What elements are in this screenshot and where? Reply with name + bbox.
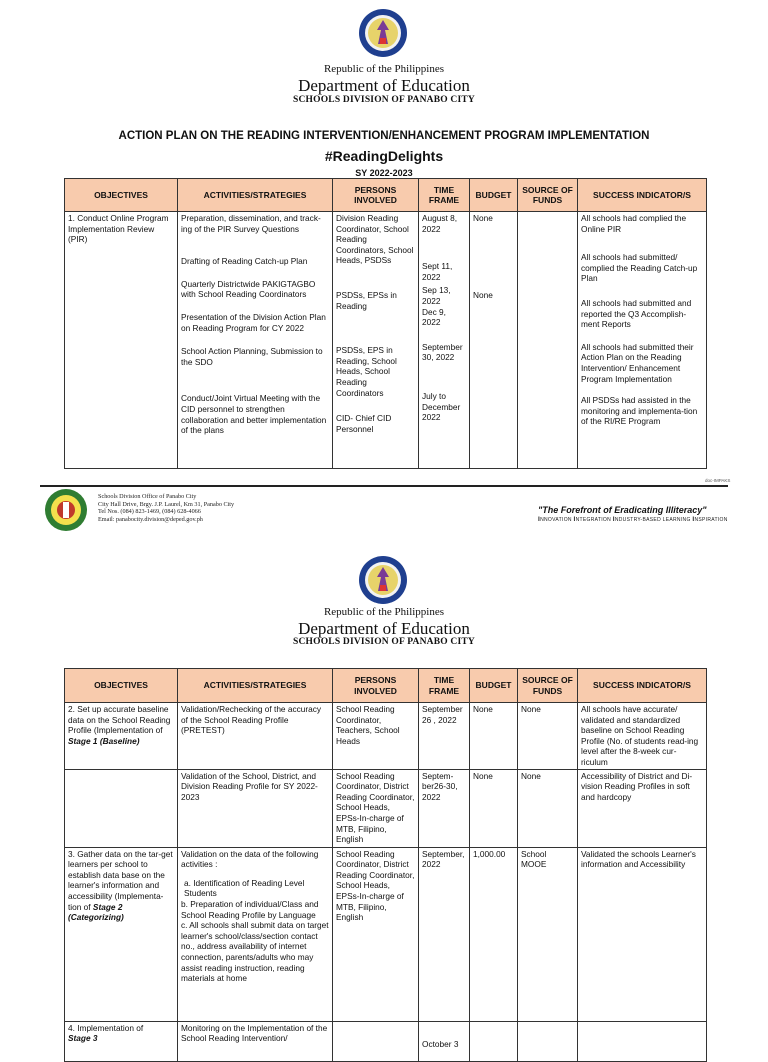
activity-cell: Validation of the School, District, and Division Reading Profile for SY 2022-2023 <box>178 769 333 847</box>
objective-text: 2. Set up accurate baseline data on the School Reading Profile (Implementation of <box>68 704 171 736</box>
col-indicators: SUCCESS INDICATOR/S <box>578 669 707 703</box>
objective-cell <box>65 1021 178 1061</box>
deped-seal-icon <box>358 8 408 58</box>
activity-item: a. Identification of Reading Level Students <box>184 877 305 899</box>
time-item: October 3 <box>422 1038 459 1049</box>
footer-email: Email: panabocity.division@deped.gov.ph <box>98 515 203 523</box>
budget-item: None <box>473 213 493 223</box>
col-time: TIME FRAME <box>419 669 470 703</box>
footer-street: City Hall Drive, Brgy. J.P. Laurel, Km 31, Panabo City <box>98 500 235 508</box>
time-cell <box>419 212 470 469</box>
activity-item: Drafting of Reading Catch-up Plan <box>181 256 308 267</box>
source-cell: None <box>518 769 578 847</box>
time-item: Dec 9, 2022 <box>422 306 446 328</box>
col-persons: PERSONS INVOLVED <box>333 669 419 703</box>
time-item: Sept 11, 2022 <box>422 261 453 282</box>
pillar-text: NSPIRATION <box>694 517 728 523</box>
budget-cell: None <box>470 769 518 847</box>
source-cell <box>518 1021 578 1061</box>
persons-item: CID- Chief CID Personnel <box>336 413 392 434</box>
school-year: SY 2022-2023 <box>355 168 413 178</box>
pillar-text: NTEGRATION <box>575 517 612 523</box>
persons-cell: School Reading Coordinator, District Reading Coordinator, School Heads, EPSs-In-charge of MTB, Filipino, English <box>333 847 419 1021</box>
sdo-panabo-logo-icon <box>44 488 88 532</box>
time-cell: Septem-ber26-30, 2022 <box>419 769 470 847</box>
source-cell <box>518 212 578 469</box>
deped-seal-icon <box>358 555 408 605</box>
activity-item: b. Preparation of individual/Class and School Reading Profile by Language <box>181 898 319 920</box>
objective-cell <box>65 847 178 1021</box>
republic-line: Republic of the Philippines <box>323 606 445 618</box>
time-item: Sep 13, 2022 <box>422 285 451 306</box>
republic-line: Republic of the Philippines <box>323 63 445 75</box>
objective-stage: Stage 2 (Categorizing) <box>68 901 124 923</box>
objective-cell <box>65 703 178 770</box>
activity-cell: Validation/Rechecking of the accuracy of the School Reading Profile (PRETEST) <box>178 703 333 770</box>
indicator-item: All schools had submitted and reported the Q3 Accomplish-ment Reports <box>581 297 692 330</box>
time-item: July to December 2022 <box>422 390 461 423</box>
indicator-cell <box>578 1021 707 1061</box>
document-page-1 <box>0 0 768 478</box>
activities-cell <box>178 212 333 469</box>
objective-stage: Stage 3 <box>68 1033 98 1044</box>
persons-cell <box>333 1021 419 1061</box>
table-header-row <box>65 179 707 212</box>
persons-cell: School Reading Coordinator, Teachers, School Heads <box>333 703 419 770</box>
footer-office: Schools Division Office of Panabo City <box>98 493 197 500</box>
activity-item: School Action Planning, Submission to the SDO <box>181 346 323 367</box>
persons-item: PSDSs, EPS in Reading, School Heads, School Reading Coordinators <box>336 345 397 398</box>
time-item: September 30, 2022 <box>422 341 463 363</box>
plan-title: ACTION PLAN ON THE READING INTERVENTION/ENHANCEMENT PROGRAM IMPLEMENTATION <box>118 130 650 142</box>
action-plan-table-page2 <box>64 668 707 1062</box>
document-code: doc-IMPAKS <box>705 478 731 483</box>
time-cell: September, 2022 <box>419 847 470 1021</box>
indicator-item: All schools had submitted their Action Plan on the Reading Intervention/ Enhancement Program Implementation <box>581 341 694 384</box>
action-plan-table-page1 <box>64 178 707 469</box>
col-activities: ACTIVITIES/STRATEGIES <box>178 669 333 703</box>
table-row <box>65 212 707 469</box>
persons-item: Division Reading Coordinator, School Reading Coordinators, School Heads, PSDSs <box>336 213 414 266</box>
col-objectives: OBJECTIVES <box>65 669 178 703</box>
activity-cell: Monitoring on the Implementation of the School Reading Intervention/ <box>178 1021 333 1061</box>
activity-cell <box>178 847 333 1021</box>
indicator-item: All schools had complied the Online PIR <box>581 213 687 234</box>
col-activities: ACTIVITIES/STRATEGIES <box>178 179 333 212</box>
col-persons: PERSONS INVOLVED <box>333 179 419 212</box>
footer-address <box>98 493 234 523</box>
activity-item: Conduct/Joint Virtual Meeting with the CID personnel to strengthen collaboration and better implementation of the plans <box>181 393 327 436</box>
division-title: SCHOOLS DIVISION OF PANABO CITY <box>293 95 475 105</box>
indicator-item: All PSDSs had assisted in the monitoring and implementa-tion of the RI/RE Program <box>581 395 698 427</box>
footer-tel: Tel Nos. (084) 823-1469, (084) 628-4066 <box>98 508 201 516</box>
objective-text: 4. Implementation of <box>68 1022 144 1033</box>
persons-cell: School Reading Coordinator, District Reading Coordinator, School Heads, EPSs-In-charge of MTB, Filipino, English <box>333 769 419 847</box>
objective-text: 3. Gather data on the tar-get learners per school to establish data base on the learner's information and accessibility (Implementa-tion of <box>68 848 173 912</box>
col-indicators: SUCCESS INDICATOR/S <box>578 179 707 212</box>
budget-cell <box>470 1021 518 1061</box>
col-source: SOURCE OF FUNDS <box>518 669 578 703</box>
objective-cell: 1. Conduct Online Program Implementation Review (PIR) <box>65 212 178 469</box>
footer-pillars: INNOVATION INTEGRATION INDUSTRY-BASED LEARNING INSPIRATION <box>538 516 728 523</box>
budget-item: None <box>473 289 493 300</box>
col-budget: BUDGET <box>470 669 518 703</box>
table-row <box>65 1021 707 1061</box>
activity-item: c. All schools shall submit data on target learner's school/class/section contact no., address availability of internet connection, parents/adults who may assist reading instruction, reading materials at home <box>181 920 329 984</box>
col-budget: BUDGET <box>470 179 518 212</box>
activity-item: Presentation of the Division Action Plan on Reading Program for CY 2022 <box>181 311 326 333</box>
col-source: SOURCE OF FUNDS <box>518 179 578 212</box>
indicator-item: All schools had submitted/ complied the Reading Catch-up Plan <box>581 252 698 284</box>
activity-item: Validation on the data of the following activities : <box>181 848 319 870</box>
source-cell: None <box>518 703 578 770</box>
source-cell: School MOOE <box>518 847 578 1021</box>
department-title: Department of Education <box>298 76 470 95</box>
plan-hashtag: #ReadingDelights <box>324 148 444 164</box>
indicator-cell: Accessibility of District and Di-vision Reading Profiles in soft and hardcopy <box>578 769 707 847</box>
objective-cell <box>65 769 178 847</box>
persons-cell <box>333 212 419 469</box>
budget-cell: 1,000.00 <box>470 847 518 1021</box>
footer-divider <box>40 485 728 487</box>
table-header-row <box>65 669 707 703</box>
indicator-cell: Validated the schools Learner's information and Accessibility <box>578 847 707 1021</box>
time-item: August 8, 2022 <box>422 213 458 234</box>
footer-slogan: "The Forefront of Eradicating Illiteracy" <box>538 505 707 515</box>
indicator-cell: All schools have accurate/ validated and standardized baseline on School Reading Profile (No. of students read-ing level after the 8-week cur-riculum <box>578 703 707 770</box>
budget-cell: None <box>470 703 518 770</box>
department-title: Department of Education <box>298 619 470 638</box>
table-row <box>65 769 707 847</box>
indicators-cell <box>578 212 707 469</box>
time-cell: September 26 , 2022 <box>419 703 470 770</box>
time-cell <box>419 1021 470 1061</box>
col-objectives: OBJECTIVES <box>65 179 178 212</box>
table-row <box>65 847 707 1021</box>
pillar-text: NDUSTRY-BASED LEARNING <box>614 517 691 523</box>
table-row <box>65 703 707 770</box>
activity-item: Quarterly Districtwide PAKIGTAGBO with School Reading Coordinators <box>181 278 316 300</box>
activity-item: Preparation, dissemination, and track-ing of the PIR Survey Questions <box>181 213 321 234</box>
persons-item: PSDSs, EPSs in Reading <box>336 289 397 311</box>
budget-cell <box>470 212 518 469</box>
col-time: TIME FRAME <box>419 179 470 212</box>
pillar-text: NNOVATION <box>540 517 572 523</box>
division-title: SCHOOLS DIVISION OF PANABO CITY <box>293 637 475 647</box>
objective-stage: Stage 1 (Baseline) <box>68 735 140 746</box>
